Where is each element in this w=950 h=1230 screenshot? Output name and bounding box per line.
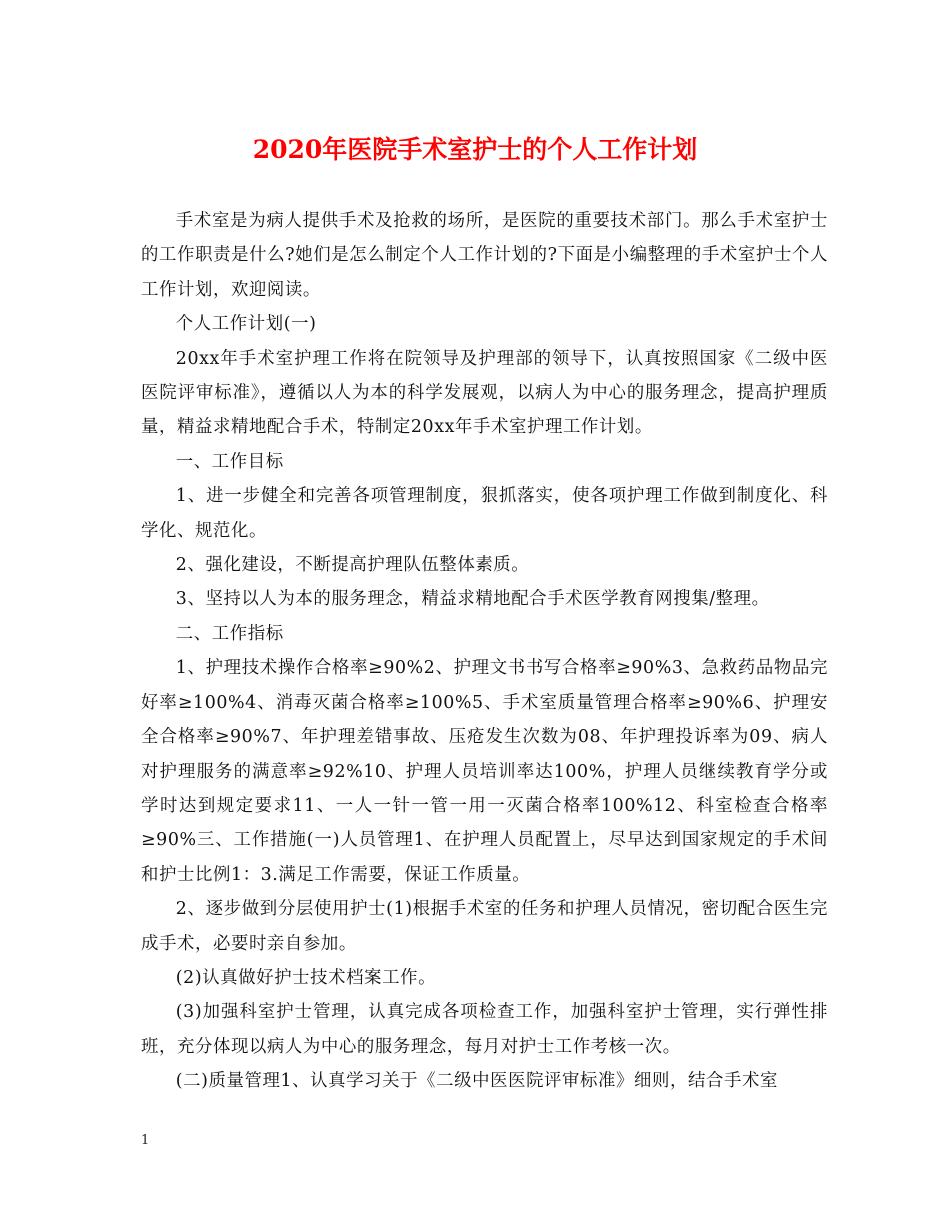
paragraph: 手术室是为病人提供手术及抢救的场所，是医院的重要技术部门。那么手术室护士的工作职责是什么?她们是怎么制定个人工作计划的?下面是小编整理的手术室护士个人工作计划，欢迎阅读。	[141, 211, 828, 300]
paragraph: 二、工作指标	[175, 623, 284, 644]
document-body	[141, 204, 828, 1099]
paragraph: 一、工作目标	[175, 451, 284, 472]
page-number: 1	[141, 1133, 150, 1148]
paragraph: (3)加强科室护士管理，认真完成各项检查工作，加强科室护士管理，实行弹性排班，充分体现以病人为中心的服务理念，每月对护士工作考核一次。	[141, 1002, 828, 1057]
paragraph: (2)认真做好护士技术档案工作。	[175, 967, 437, 988]
paragraph: 1、进一步健全和完善各项管理制度，狠抓落实，使各项护理工作做到制度化、科学化、规范化。	[141, 486, 828, 541]
paragraph: 2、强化建设，不断提高护理队伍整体素质。	[175, 555, 530, 576]
paragraph: 2、逐步做到分层使用护士(1)根据手术室的任务和护理人员情况，密切配合医生完成手术，必要时亲自参加。	[141, 899, 828, 954]
paragraph: 20xx年手术室护理工作将在院领导及护理部的领导下，认真按照国家《二级中医医院评审标准》，遵循以人为本的科学发展观，以病人为中心的服务理念，提高护理质量，精益求精地配合手术，特制定20xx年手术室护理工作计划。	[141, 348, 828, 438]
paragraph: 1、护理技术操作合格率≥90%2、护理文书书写合格率≥90%3、急救药品物品完好率≥100%4、消毒灭菌合格率≥100%5、手术室质量管理合格率≥90%6、护理安全合格率≥90%7、年护理差错事故、压疮发生次数为08、年护理投诉率为09、病人对护理服务的满意率≥92%10、护理人员培训率达100%，护理人员继续教育学分或学时达到规定要求11、一人一针一管一用一灭菌合格率100%12、科室检查合格率≥90%三、工作措施(一)人员管理1、在护理人员配置上，尽早达到国家规定的手术间和护士比例1：3.满足工作需要，保证工作质量。	[141, 658, 828, 885]
paragraph: 3、坚持以人为本的服务理念，精益求精地配合手术医学教育网搜集/整理。	[175, 589, 770, 610]
paragraph: (二)质量管理1、认真学习关于《二级中医医院评审标准》细则，结合手术室	[175, 1071, 778, 1092]
document-title: 2020年医院手术室护士的个人工作计划	[252, 135, 698, 164]
paragraph: 个人工作计划(一)	[175, 314, 317, 335]
